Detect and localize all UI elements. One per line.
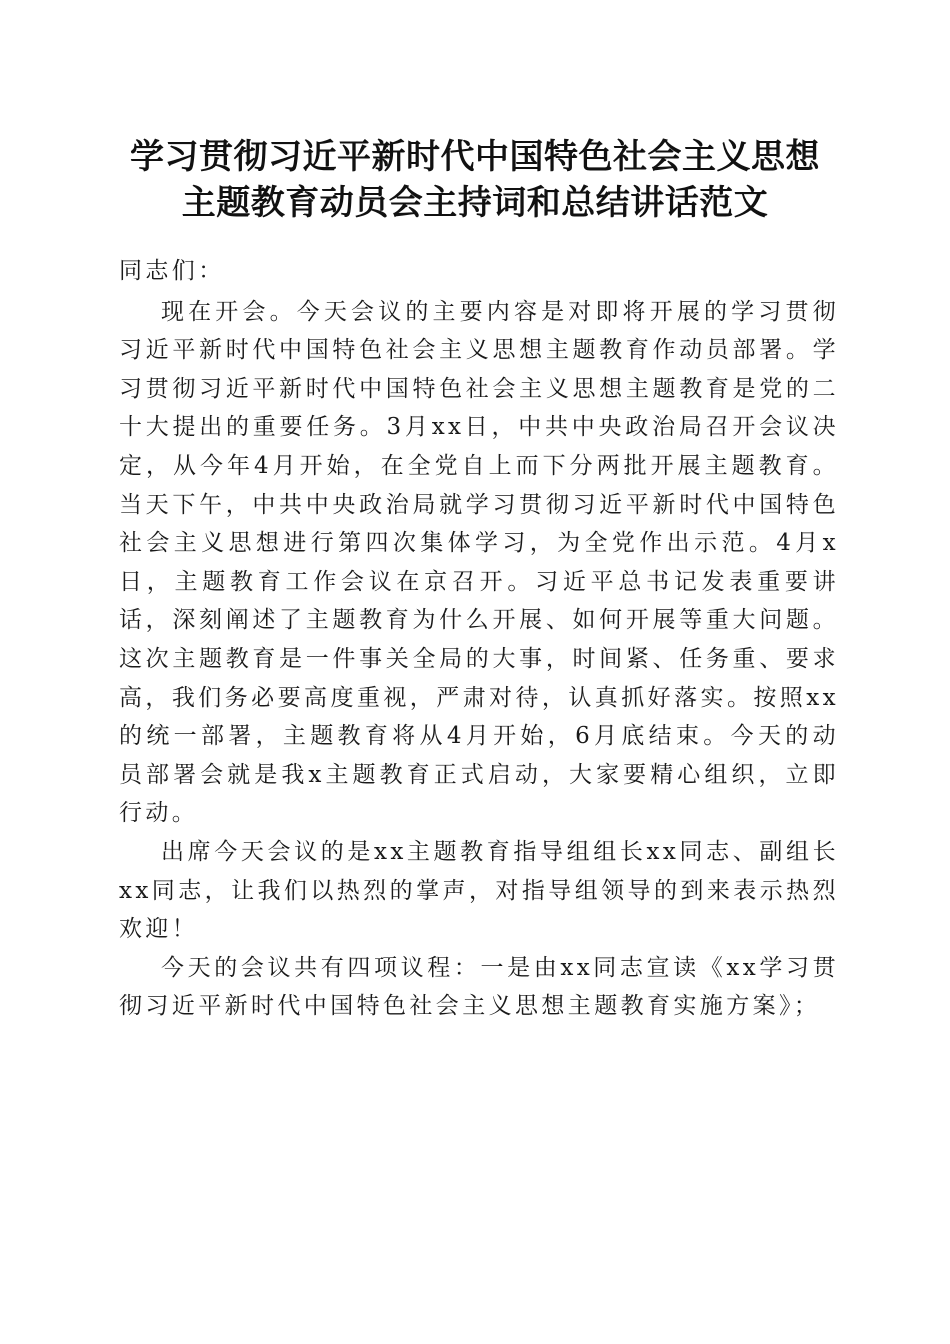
paragraph-opening: 现在开会。今天会议的主要内容是对即将开展的学习贯彻习近平新时代中国特色社会主义思想主题教育作动员部署。学习贯彻习近平新时代中国特色社会主义思想主题教育是党的二十大提出的重要任务。3月xx日，中共中央政治局召开会议决定，从今年4月开始，在全党自上而下分两批开展主题教育。当天下午，中共中央政治局就学习贯彻习近平新时代中国特色社会主义思想进行第四次集体学习，为全党作出示范。4月x日，主题教育工作会议在京召开。习近平总书记发表重要讲话，深刻阐述了主题教育为什么开展、如何开展等重大问题。这次主题教育是一件事关全局的大事，时间紧、任务重、要求高，我们务必要高度重视，严肃对待，认真抓好落实。按照xx的统一部署，主题教育将从4月开始，6月底结束。今天的动员部署会就是我x主题教育正式启动，大家要精心组织，立即行动。 <box>119 298 839 827</box>
salutation: 同志们： <box>119 258 225 284</box>
title-line-1: 学习贯彻习近平新时代中国特色社会主义思想 <box>130 137 820 177</box>
paragraph-attendees: 出席今天会议的是xx主题教育指导组组长xx同志、副组长xx同志，让我们以热烈的掌声，对指导组领导的到来表示热烈欢迎！ <box>119 838 839 943</box>
title-line-2: 主题教育动员会主持词和总结讲话范文 <box>181 183 769 223</box>
paragraph-agenda: 今天的会议共有四项议程：一是由xx同志宣读《xx学习贯彻习近平新时代中国特色社会主义思想主题教育实施方案》； <box>119 954 839 1020</box>
document-body <box>119 252 839 1026</box>
document-title <box>100 134 850 226</box>
